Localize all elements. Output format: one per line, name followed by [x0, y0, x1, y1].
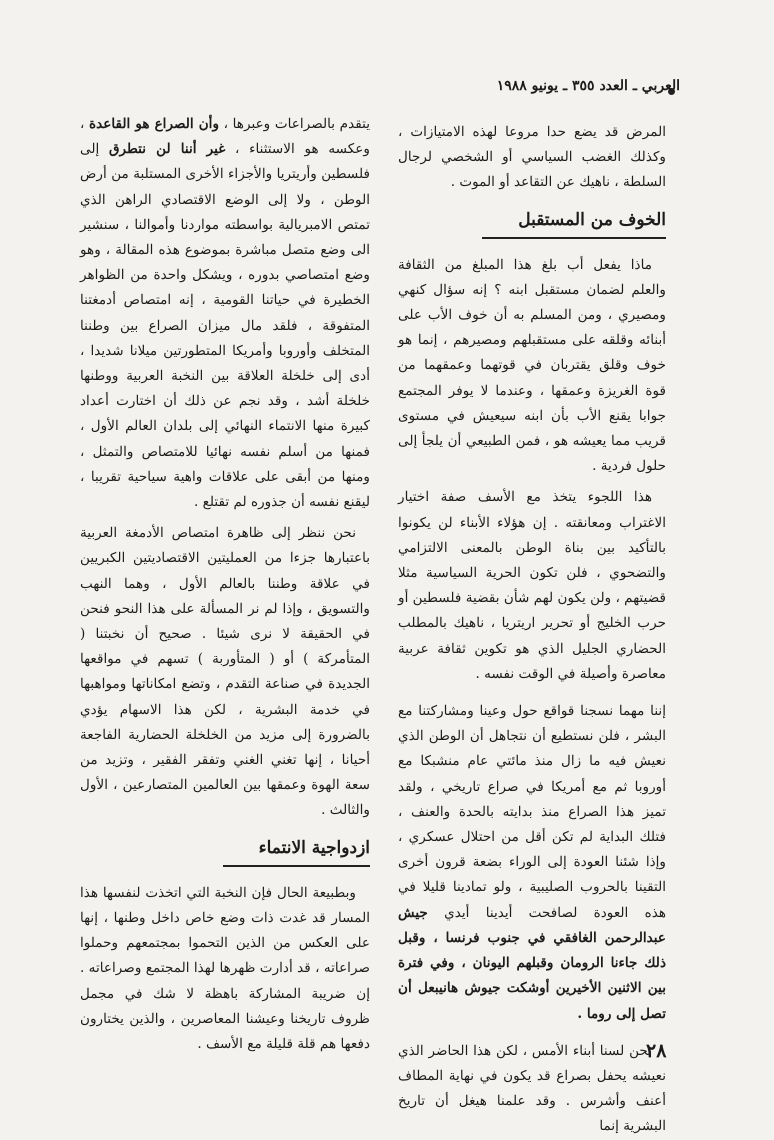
paragraph-bold-text: غير أننا لن نتطرق	[108, 141, 226, 158]
section-heading-dual-belonging-text: ازدواجية الانتماء	[223, 834, 370, 867]
paragraph: هذا اللجوء يتخذ مع الأسف صفة اختيار الاغتراب ومعانقته . إن هؤلاء الأبناء لن يكونوا بالتأكيد بين بناة الوطن بالمعنى الالتزامي والتضحوي ، فلن تكون الحرية السياسية مثلا قضيتهم ، ولن يكون لهم شأن بقضية فلسطين أو حرب الخليج أو تحرير اريتريا ، ناهيك بالمطلب الحضاري الجليل الذي هو تكوين ثقافة عربية معاصرة وأصيلة في الوقت نفسه .	[398, 489, 666, 682]
section-heading-fear	[398, 204, 666, 243]
paragraph-text: إلى فلسطين وأريتريا والأجزاء الأخرى المستلبة من أرض الوطن ، ولا إلى الوضع الاقتصادي الراهن الذي تمتص الامبريالية بواسطته مواردنا وأموالنا ، سنشير الى وضع متصل مباشرة بموضوع هذه المقالة ، وهو وضع امتصاصي بدوره ، ويشكل واحدة من الظواهر الخطيرة في حياتنا القومية ، إنه امتصاص أدمغتنا المتفوقة ، فلقد مال ميزان الصراع بين وطننا المتخلف وأوروبا وأمريكا المتطورتين ميلانا شديدا ، أدى إلى خلخلة العلاقة بين النخبة العربية ووطنها خلخلة أشد ، وقد نجم عن ذلك أن اختارت أعداد كبيرة منها الانتماء النهائي إلى بلدان العالم الأول ، فمنها من أسلم نفسه نهائيا للامتصاص والتمثل ، ومنها من أبقى على علاقات واهية سياحية تقريبا ، ليقنع نفسه أن جذوره لم تقتلع .	[80, 141, 370, 511]
spacer	[398, 1027, 666, 1039]
paragraph	[80, 112, 370, 515]
paragraph-bold-text: وأن الصراع هو القاعدة	[89, 116, 220, 132]
paragraph: ماذا يفعل أب بلغ هذا المبلغ من الثقافة والعلم لضمان مستقبل ابنه ؟ إنه سؤال كنهي ومصيري ، ومن المسلم به أن خوف الأب على أبنائه وقلقه على مستقبلهم ومصيرهم ، إنما هو خوف وقلق يقتربان في قوتهما وعمقهما من قوة الغريزة وعمقها ، وعندما لا يوفر المجتمع جوابا يقنع الأب بأن ابنه سيعيش في مستوى قريب مما يعيشه هو ، فمن الطبيعي أن يلجأ إلى حلول فردية .	[398, 256, 666, 475]
paragraph: نحن ننظر إلى ظاهرة امتصاص الأدمغة العربية باعتبارها جزءا من العمليتين الاقتصاديتين الكبريين في علاقة وطننا بالعالم الأول ، وهما النهب والتسويق ، وإذا لم نر المسألة على هذا النحو فنحن في الحقيقة لا نرى شيئا . صحيح أن نخبتنا ( المتأمركة ) أو ( المتأوربة ) تسهم في مواقعها الجديدة في صناعة التقدم ، وتضع امكاناتها ومواهبها في خدمة البشرية ، لكن هذا الاسهام يؤدي بالضرورة إلى مزيد من الخلخلة الحضارية الفاجعة أحيانا ، إنها تغني الغني وتفقر الفقير ، وتزيد من سعة الهوة وعمقها بين العالمين المتصارعين ، الأول والثالث .	[80, 525, 370, 819]
issue-header: العربي ـ العدد ٣٥٥ ـ يونيو ١٩٨٨	[496, 78, 680, 94]
page-number: ٢٨	[646, 1040, 667, 1062]
paragraph: نحن لسنا أبناء الأمس ، لكن هذا الحاضر الذي نعيشه يحفل بصراع قد يكون في نهاية المطاف أعنف وأشرس . وقد علمنا هيغل أن تاريخ البشرية إنما	[398, 1042, 666, 1135]
paragraph-text: ، وعكسه هو الاستثناء ،	[80, 116, 370, 158]
left-column	[80, 112, 370, 1057]
paragraph	[398, 699, 666, 1027]
section-heading-dual-belonging	[80, 832, 370, 871]
paragraph: وبطبيعة الحال فإن النخبة التي اتخذت لنفسها هذا المسار قد غدت ذات وضع خاص داخل وطنها ، إنها على العكس من الذين التحموا بمجتمعهم وحملوا صراعاته ، قد أدارت ظهرها لهذا المجتمع وصراعاته . إن ضريبة المشاركة باهظة لا شك في مجمل ظروف تاريخنا وعيشنا المعاصرين ، والذين يختارون دفعها هم قلة قليلة مع الأسف .	[80, 884, 370, 1052]
right-column	[398, 120, 666, 1140]
paragraph-text: إننا مهما نسجنا قواقع حول وعينا ومشاركتنا مع البشر ، فلن نستطيع أن نتجاهل أن الوطن الذي نعيش فيه ما زال منذ مائتي عام منشبكا مع أوروبا ثم مع أمريكا في صراع تاريخي ، ولقد تميز هذا الصراع منذ بدايته بالحدة والعنف ، فتلك البداية لم تكن أقل من احتلال عسكري ، وإذا شئنا العودة إلى الوراء بضعة قرون أخرى التقينا بالحروب الصليبية ، ولو تمادينا قليلا في هذه العودة لصافحت أيدينا أيدي	[398, 703, 666, 921]
paragraph-bold-text: جيش عبدالرحمن الغافقي في جنوب فرنسا ، وقبل ذلك جاءنا الرومان وقبلهم اليونان ، وفي فترة بين الاثنين الأخيرين أوشكت جيوش هانيبعل أن تصل إلى روما .	[398, 904, 666, 1022]
spacer	[398, 687, 666, 699]
section-heading-fear-text: الخوف من المستقبل	[482, 206, 666, 239]
intro-paragraph: المرض قد يضع حدا مروعا لهذه الامتيازات ، وكذلك الغضب السياسي أو الشخصي لرجال السلطة ، ناهيك عن التقاعد أو الموت .	[398, 124, 666, 191]
paragraph-text: يتقدم بالصراعات وعبرها ،	[219, 116, 370, 132]
